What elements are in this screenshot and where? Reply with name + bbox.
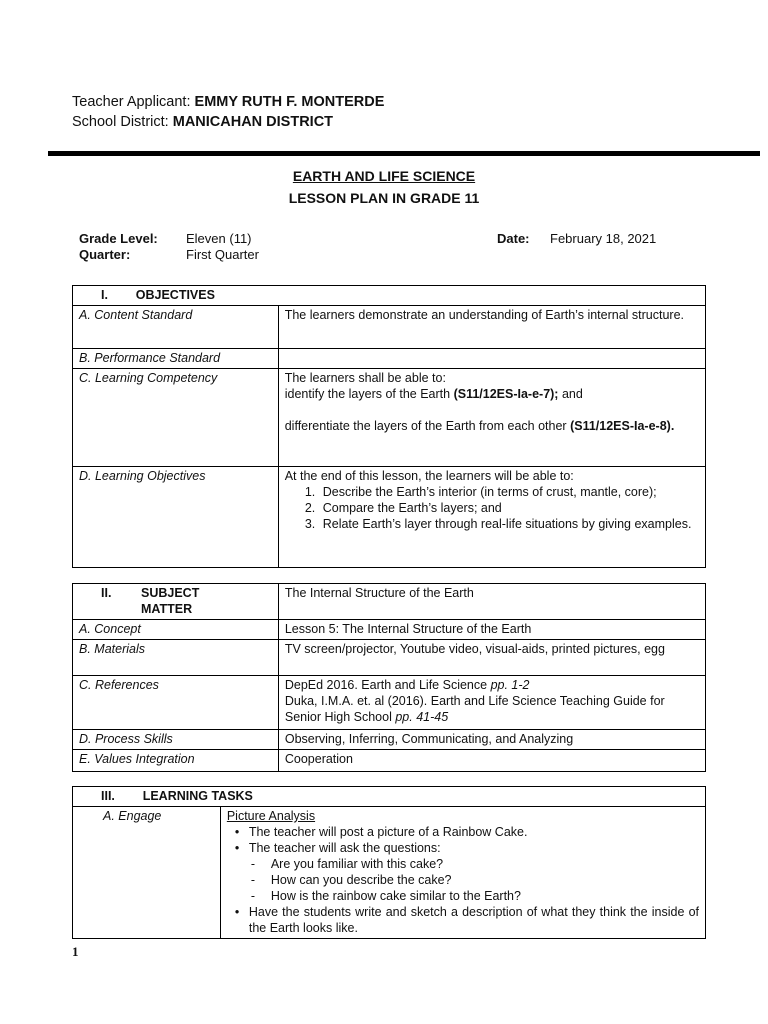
learning-objectives-value: At the end of this lesson, the learners will be able to: 1. Describe the Earth’s interior (in terms of crust, mantle, core); 2. Compare the Earth’s layers; and 3. Relate Earth’s layer through real-life situations by giving examples. <box>278 467 705 568</box>
materials-label: B. Materials <box>73 640 279 676</box>
objectives-table <box>72 285 706 568</box>
list-item: • The teacher will post a picture of a Rainbow Cake. <box>249 824 699 840</box>
school-district-line <box>72 114 333 130</box>
engage-value <box>220 807 705 939</box>
teacher-name: EMMY RUTH F. MONTERDE <box>194 94 385 110</box>
learning-tasks-table <box>72 786 706 939</box>
district-name: MANICAHAN DISTRICT <box>172 114 334 130</box>
engage-label: A. Engage <box>73 807 221 939</box>
learning-objectives-list <box>285 484 699 532</box>
quarter-value: First Quarter <box>186 247 259 262</box>
content-standard-label: A. Content Standard <box>73 306 279 349</box>
subject-title: EARTH AND LIFE SCIENCE <box>292 168 476 184</box>
process-skills-value: Observing, Inferring, Communicating, and Analyzing <box>278 730 705 750</box>
performance-standard-label: B. Performance Standard <box>73 349 279 369</box>
list-item: 1. Describe the Earth’s interior (in terms of crust, mantle, core); <box>319 484 699 500</box>
list-item: 2. Compare the Earth’s layers; and <box>319 500 699 516</box>
list-item: • Have the students write and sketch a description of what they think the inside of the Earth looks like. <box>249 904 699 936</box>
content-standard-value: The learners demonstrate an understanding of Earth’s internal structure. <box>278 306 705 349</box>
concept-value: Lesson 5: The Internal Structure of the Earth <box>278 620 705 640</box>
process-skills-label: D. Process Skills <box>73 730 279 750</box>
references-label: C. References <box>73 676 279 730</box>
performance-standard-value <box>278 349 705 369</box>
page-number: 1 <box>72 944 79 959</box>
teacher-applicant-line <box>72 94 384 110</box>
list-item: • The teacher will ask the questions: <box>249 840 699 856</box>
quarter-label: Quarter: <box>79 247 131 262</box>
grade-level-value: Eleven (11) <box>186 231 252 246</box>
district-label: School District: <box>72 114 169 130</box>
subject-matter-heading: II. SUBJECT MATTER <box>73 584 279 620</box>
header-rule <box>48 151 760 156</box>
date-value: February 18, 2021 <box>550 231 657 246</box>
references-value: DepEd 2016. Earth and Life Science pp. 1-2 Duka, I.M.A. et. al (2016). Earth and Life Science Teaching Guide for Senior High School pp. 41-45 <box>278 676 705 730</box>
learning-competency-label: C. Learning Competency <box>73 369 279 467</box>
learning-tasks-heading: III. LEARNING TASKS <box>73 787 706 807</box>
learning-objectives-label: D. Learning Objectives <box>73 467 279 568</box>
values-integration-value: Cooperation <box>278 750 705 772</box>
materials-value: TV screen/projector, Youtube video, visual-aids, printed pictures, egg <box>278 640 705 676</box>
engage-title: Picture Analysis <box>226 809 316 823</box>
lesson-plan-title: LESSON PLAN IN GRADE 11 <box>288 190 480 206</box>
concept-label: A. Concept <box>73 620 279 640</box>
list-item: - How is the rainbow cake similar to the Earth? <box>271 888 699 904</box>
date-label: Date: <box>497 231 530 246</box>
list-item: 3. Relate Earth’s layer through real-life situations by giving examples. <box>319 516 699 532</box>
objectives-heading: I. OBJECTIVES <box>73 286 706 306</box>
learning-competency-value: The learners shall be able to: identify the layers of the Earth (S11/12ES-Ia-e-7); and differentiate the layers of the Earth from each other (S11/12ES-Ia-e-8). <box>278 369 705 467</box>
subject-matter-table <box>72 583 706 772</box>
subject-matter-value: The Internal Structure of the Earth <box>278 584 705 620</box>
teacher-label: Teacher Applicant: <box>72 94 191 110</box>
list-item: - Are you familiar with this cake? <box>271 856 699 872</box>
list-item: - How can you describe the cake? <box>271 872 699 888</box>
grade-level-label: Grade Level: <box>79 231 158 246</box>
values-integration-label: E. Values Integration <box>73 750 279 772</box>
